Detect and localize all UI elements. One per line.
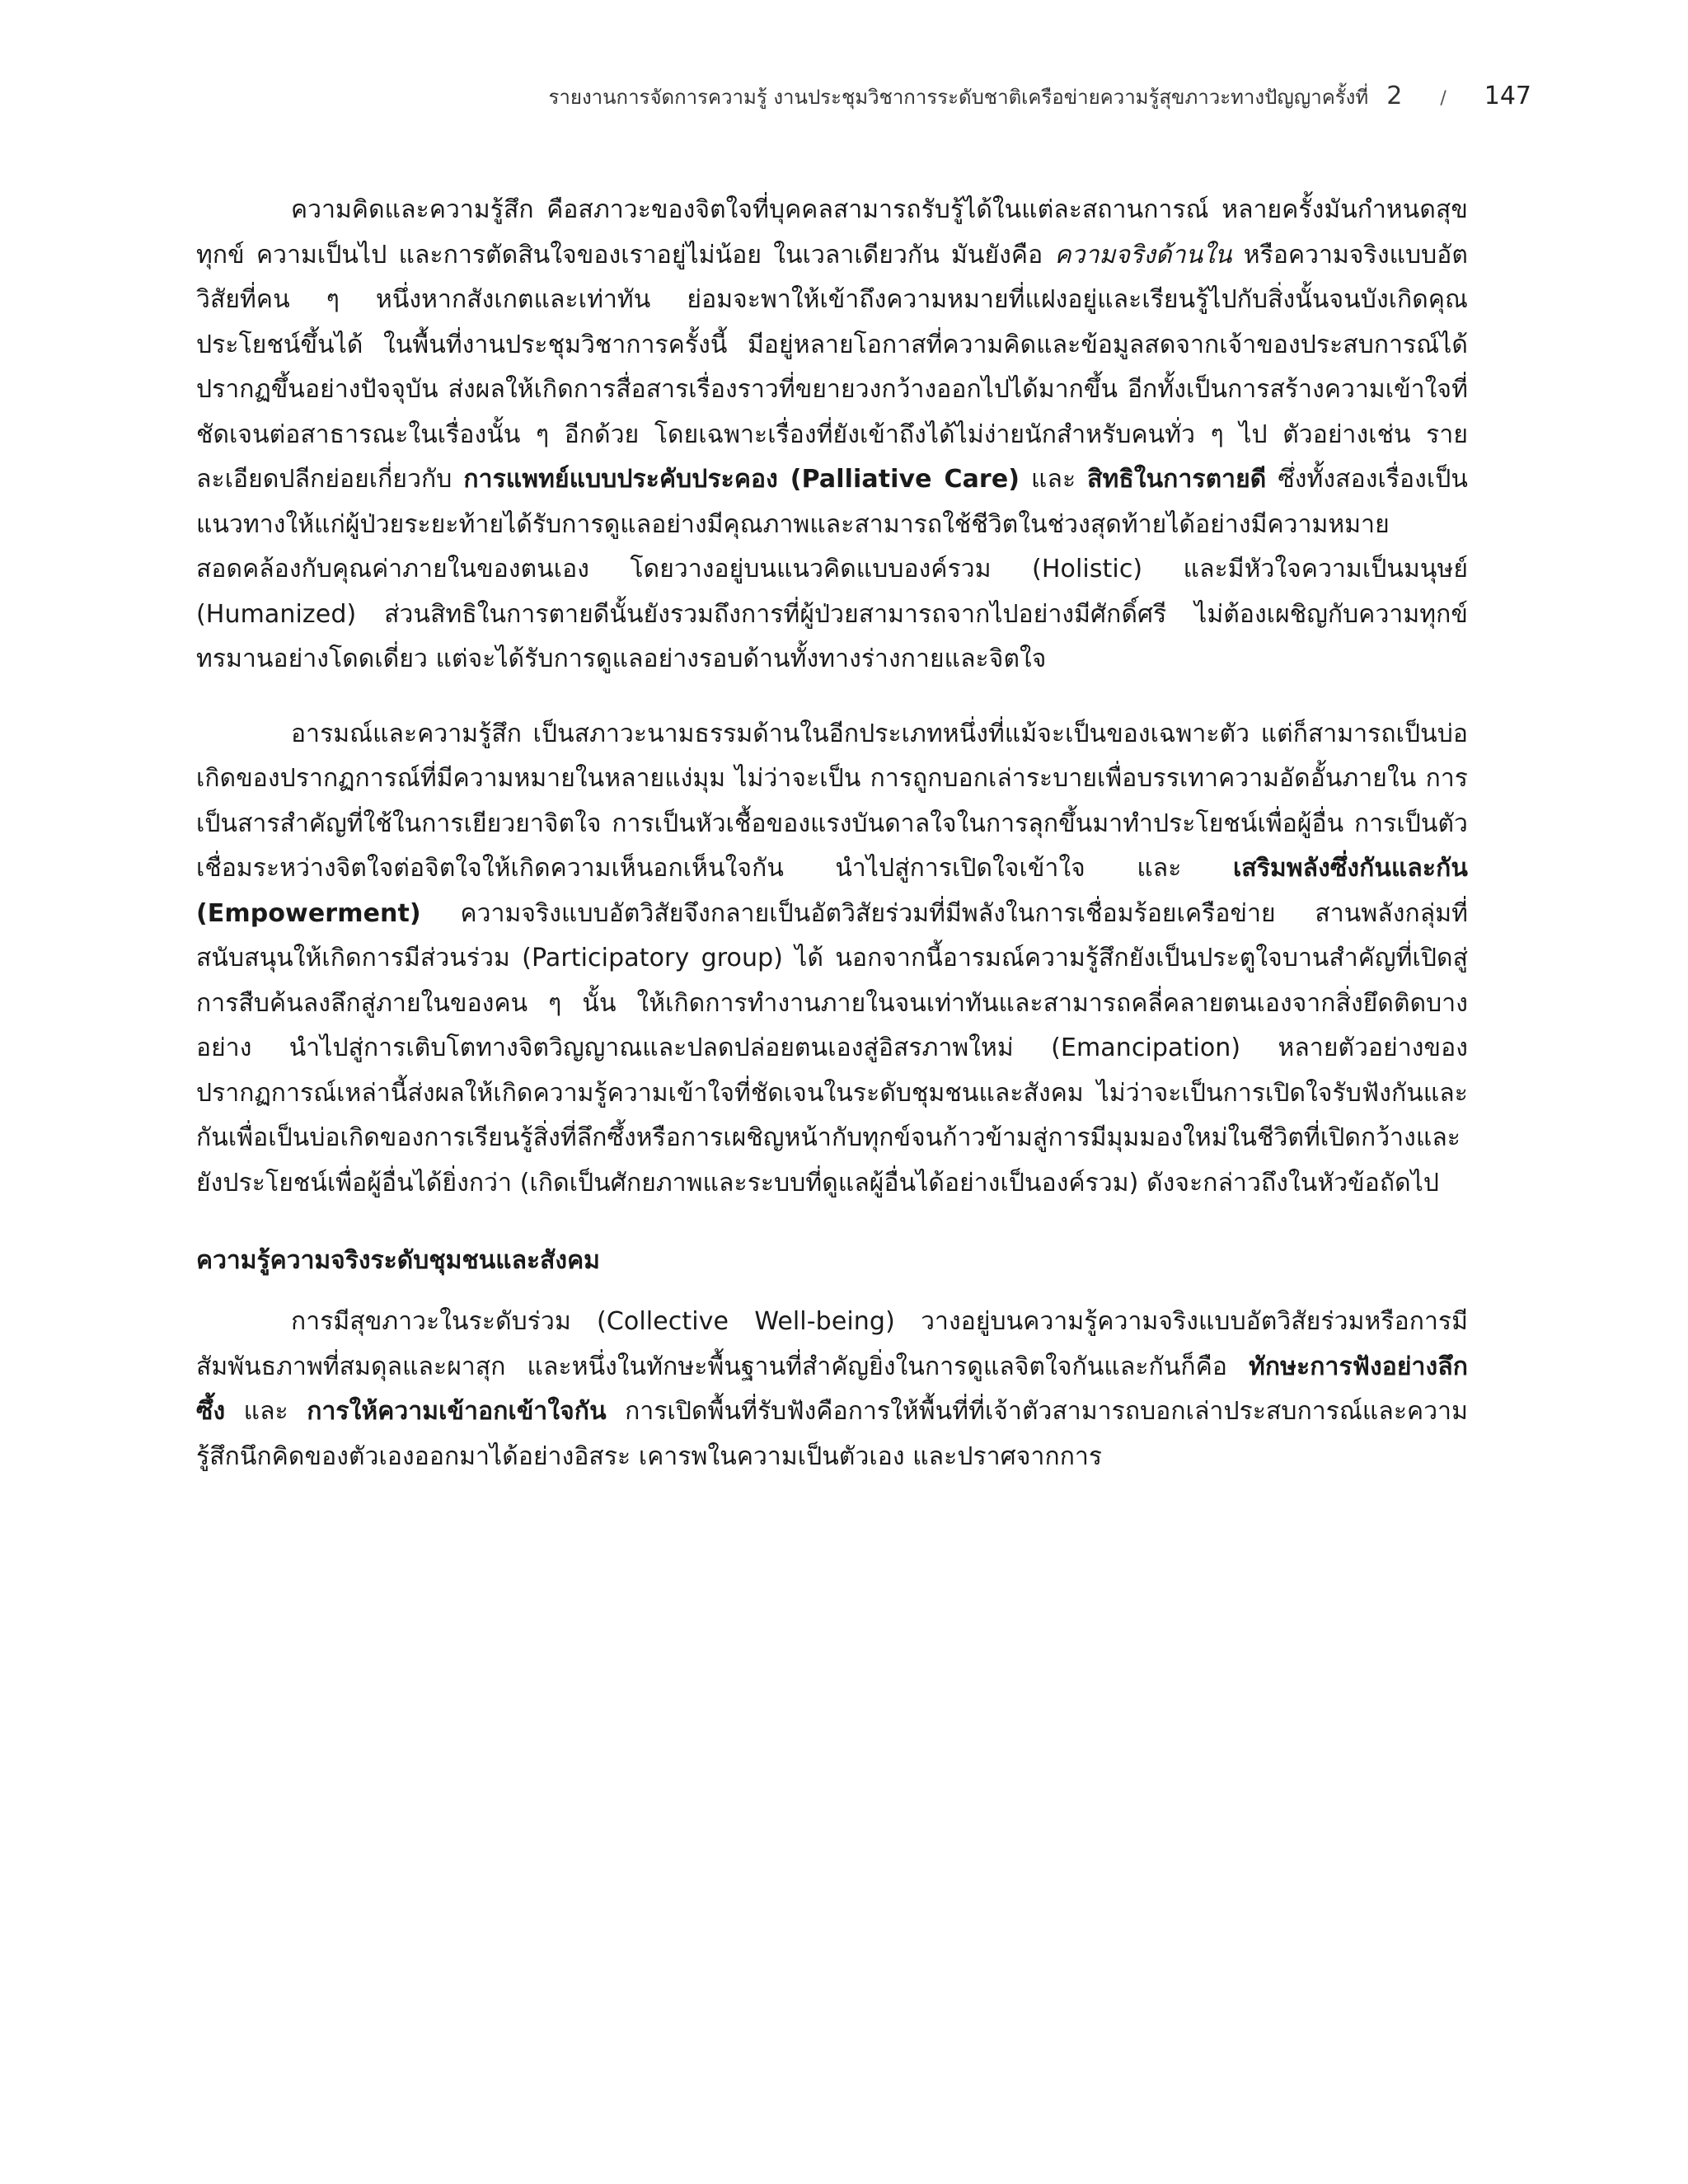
- text-run: การเปิดพื้นที่รับฟังคือการให้พื้นที่ที่เจ้าตัวสามารถบอกเล่าประสบการณ์และความรู้สึกนึกคิดของตัวเองออกมาได้อย่างอิสระ เคารพในความเป็นตัวเอง และปราศจากการ: [196, 1397, 1468, 1471]
- text-run: การมีสุขภาวะในระดับร่วม (Collective Well-being) วางอยู่บนความรู้ความจริงแบบอัตวิสัยร่วมหรือการมีสัมพันธภาพที่สมดุลและผาสุก และหนึ่งในทักษะพื้นฐานที่สำคัญยิ่งในการดูแลจิตใจกันและกันก็คือ: [196, 1307, 1468, 1381]
- bold-term-deep-listening: ทักษะการฟังอย่างลึกซึ้ง: [196, 1352, 1468, 1426]
- bold-term-right-to-die-well: สิทธิในการตายดี: [1087, 465, 1267, 494]
- page-header: [549, 81, 1531, 113]
- italic-term: ความจริงด้านใน: [1054, 240, 1232, 269]
- text-run: และ: [1020, 465, 1088, 494]
- document-body: [196, 188, 1468, 1509]
- paragraph-thoughts-feelings: [196, 188, 1468, 682]
- bold-term-empathy: การให้ความเข้าอกเข้าใจกัน: [307, 1397, 607, 1426]
- section-heading: ความรู้ความจริงระดับชุมชนและสังคม: [196, 1246, 600, 1275]
- text-run: ซึ่งทั้งสองเรื่องเป็นแนวทางให้แก่ผู้ป่วยระยะท้ายได้รับการดูแลอย่างมีคุณภาพและสามารถใช้ชีวิตในช่วงสุดท้ายได้อย่างมีความหมาย สอดคล้องกับคุณค่าภายในของตนเอง โดยวางอยู่บนแนวคิดแบบองค์รวม (Holistic) และมีหัวใจความเป็นมนุษย์ (Humanized) ส่วนสิทธิในการตายดีนั้นยังรวมถึงการที่ผู้ป่วยสามารถจากไปอย่างมีศักดิ์ศรี ไม่ต้องเผชิญกับความทุกข์ทรมานอย่างโดดเดี่ยว แต่จะได้รับการดูแลอย่างรอบด้านทั้งทางร่างกายและจิตใจ: [196, 465, 1468, 673]
- paragraph-emotions: [196, 712, 1468, 1207]
- text-run: อารมณ์และความรู้สึก เป็นสภาวะนามธรรมด้านในอีกประเภทหนึ่งที่แม้จะเป็นของเฉพาะตัว แต่ก็สามารถเป็นบ่อเกิดของปรากฏการณ์ที่มีความหมายในหลายแง่มุม ไม่ว่าจะเป็น การถูกบอกเล่าระบายเพื่อบรรเทาความอัดอั้นภายใน การเป็นสารสำคัญที่ใช้ในการเยียวยาจิตใจ การเป็นหัวเชื้อของแรงบันดาลใจในการลุกขึ้นมาทำประโยชน์เพื่อผู้อื่น การเป็นตัวเชื่อมระหว่างจิตใจต่อจิตใจให้เกิดความเห็นอกเห็นใจกัน นำไปสู่การเปิดใจเข้าใจ และ: [196, 719, 1468, 883]
- running-title: รายงานการจัดการความรู้ งานประชุมวิชาการระดับชาติเครือข่ายความรู้สุขภาวะทางปัญญาครั้งที่: [548, 86, 1369, 109]
- bold-term-palliative-care: การแพทย์แบบประคับประคอง (Palliative Care): [463, 465, 1020, 494]
- paragraph-collective-wellbeing: [196, 1300, 1468, 1479]
- bold-term-empowerment: เสริมพลังซึ่งกันและกัน (Empowerment): [196, 854, 1468, 928]
- page-number: 147: [1484, 82, 1531, 110]
- text-run: และ: [225, 1397, 307, 1426]
- text-run: ความคิดและความรู้สึก คือสภาวะของจิตใจที่บุคคลสามารถรับรู้ได้ในแต่ละสถานการณ์ หลายครั้งมันกำหนดสุขทุกข์ ความเป็นไป และการตัดสินใจของเราอยู่ไม่น้อย ในเวลาเดียวกัน มันยังคือ: [196, 195, 1468, 269]
- text-run: ความจริงแบบอัตวิสัยจึงกลายเป็นอัตวิสัยร่วมที่มีพลังในการเชื่อมร้อยเครือข่าย สานพลังกลุ่มที่สนับสนุนให้เกิดการมีส่วนร่วม (Participatory group) ได้ นอกจากนี้อารมณ์ความรู้สึกยังเป็นประตูใจบานสำคัญที่เปิดสู่การสืบค้นลงลึกสู่ภายในของคน ๆ นั้น ให้เกิดการทำงานภายในจนเท่าทันและสามารถคลี่คลายตนเองจากสิ่งยึดติดบางอย่าง นำไปสู่การเติบโตทางจิตวิญญาณและปลดปล่อยตนเองสู่อิสรภาพใหม่ (Emancipation) หลายตัวอย่างของปรากฏการณ์เหล่านี้ส่งผลให้เกิดความรู้ความเข้าใจที่ชัดเจนในระดับชุมชนและสังคม ไม่ว่าจะเป็นการเปิดใจรับฟังกันและกันเพื่อเป็นบ่อเกิดของการเรียนรู้สิ่งที่ลึกซึ้งหรือการเผชิญหน้ากับทุกข์จนก้าวข้ามสู่การมีมุมมองใหม่ในชีวิตที่เปิดกว้างและยังประโยชน์เพื่อผู้อื่นได้ยิ่งกว่า (เกิดเป็นศักยภาพและระบบที่ดูแลผู้อื่นได้อย่างเป็นองค์รวม) ดังจะกล่าวถึงในหัวข้อถัดไป: [196, 898, 1468, 1197]
- volume-number: 2: [1386, 82, 1403, 110]
- header-separator: /: [1440, 88, 1447, 109]
- text-run: หรือความจริงแบบอัตวิสัยที่คน ๆ หนึ่งหากสังเกตและเท่าทัน ย่อมจะพาให้เข้าถึงความหมายที่แฝงอยู่และเรียนรู้ไปกับสิ่งนั้นจนบังเกิดคุณประโยชน์ขึ้นได้ ในพื้นที่งานประชุมวิชาการครั้งนี้ มีอยู่หลายโอกาสที่ความคิดและข้อมูลสดจากเจ้าของประสบการณ์ได้ปรากฏขึ้นอย่างปัจจุบัน ส่งผลให้เกิดการสื่อสารเรื่องราวที่ขยายวงกว้างออกไปได้มากขึ้น อีกทั้งเป็นการสร้างความเข้าใจที่ชัดเจนต่อสาธารณะในเรื่องนั้น ๆ อีกด้วย โดยเฉพาะเรื่องที่ยังเข้าถึงได้ไม่ง่ายนักสำหรับคนทั่ว ๆ ไป ตัวอย่างเช่น รายละเอียดปลีกย่อยเกี่ยวกับ: [196, 240, 1468, 494]
